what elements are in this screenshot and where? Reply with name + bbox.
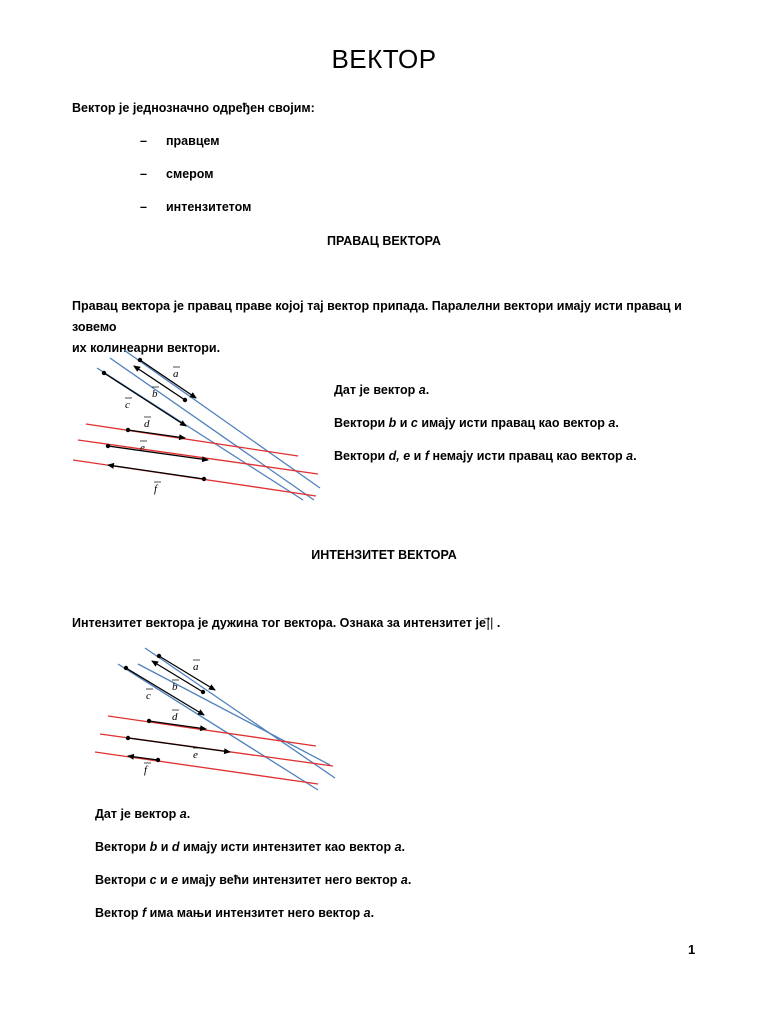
fact-line <box>95 873 411 887</box>
fact-symbol: f <box>424 449 429 463</box>
label-d: d <box>144 418 150 430</box>
fact-text: Вектори <box>334 449 389 463</box>
vector-f <box>108 465 206 495</box>
fact-text: . <box>401 840 405 854</box>
page-title: ВЕКТОР <box>331 44 437 74</box>
fact-symbol: c <box>149 873 157 887</box>
intro-text: Вектор је једнозначно одређен својим: <box>72 101 315 115</box>
fact-line <box>334 449 637 463</box>
fact-text: Дат је вектор <box>95 807 180 821</box>
fact-symbol: c <box>410 416 418 430</box>
fact-symbol: f <box>141 906 147 920</box>
vector-e <box>106 441 208 460</box>
list-item <box>140 200 251 214</box>
list-item <box>140 134 220 148</box>
label-a: a <box>173 368 179 380</box>
fact-text: имају већи интензитет него вектор <box>178 873 401 887</box>
fact-text: имају исти правац као вектор <box>417 416 609 430</box>
fact-symbol: b <box>149 840 158 854</box>
fact-text: . <box>407 873 412 887</box>
label-a: a <box>193 661 199 673</box>
vector-a <box>157 654 215 690</box>
line-b <box>138 664 330 765</box>
magnitude-paragraph <box>72 615 500 630</box>
paragraph-text: Интензитет вектора је дужина тог вектора. Ознака за интензитет је <box>72 616 486 630</box>
magnitude-figure <box>0 640 350 800</box>
fact-text: . <box>633 449 637 463</box>
fact-text: и <box>157 840 172 854</box>
paragraph-line: Правац вектора је правац праве којој тај вектор припада. Паралелни вектори имају исти правац и зовемо <box>72 299 682 334</box>
fact-text: имају исти интензитет као вектор <box>179 840 395 854</box>
section-heading-direction: ПРАВАЦ ВЕКТОРА <box>327 234 441 248</box>
fact-text: . <box>425 383 430 397</box>
fact-line <box>95 906 374 920</box>
list-item-label: смером <box>166 167 214 181</box>
fact-symbol: b <box>388 416 397 430</box>
vector-a <box>138 358 196 398</box>
list-dash: – <box>140 134 147 148</box>
fact-symbol: a <box>179 807 187 821</box>
fact-symbol: a <box>363 906 371 920</box>
line-e <box>78 440 318 474</box>
section-heading-magnitude: ИНТЕНЗИТЕТ ВЕКТОРА <box>311 548 457 562</box>
label-d: d <box>172 711 178 723</box>
fact-text: има мањи интензитет него вектор <box>146 906 364 920</box>
list-item <box>140 167 214 181</box>
fact-text: . <box>186 807 191 821</box>
fact-symbol: а <box>418 383 426 397</box>
line-d <box>108 716 316 746</box>
direction-figure <box>0 340 340 510</box>
label-b: b <box>152 388 158 400</box>
list-item-label: интензитетом <box>166 200 252 214</box>
fact-symbol: d, e <box>388 449 411 463</box>
paragraph-end: . <box>493 616 501 630</box>
fact-text: и <box>156 873 172 887</box>
line-a <box>124 350 320 488</box>
list-dash: – <box>140 167 147 181</box>
label-f: f <box>154 483 158 495</box>
fact-text: . <box>615 416 619 430</box>
fact-text: Вектори <box>95 873 150 887</box>
fact-line <box>334 383 429 397</box>
fact-text: Вектор <box>95 906 142 920</box>
fact-text: . <box>370 906 375 920</box>
fact-symbol: a <box>400 873 408 887</box>
fact-text: Вектори <box>95 840 150 854</box>
fact-symbol: e <box>171 873 179 887</box>
fact-line <box>334 416 619 430</box>
fact-symbol: a <box>394 840 402 854</box>
label-b: b <box>172 681 178 693</box>
line-f <box>95 752 318 784</box>
fact-symbol: a <box>626 449 634 463</box>
label-f: f <box>144 764 148 776</box>
label-e: e <box>140 442 145 454</box>
fact-text: и <box>410 449 425 463</box>
line-b <box>110 358 314 500</box>
fact-text: и <box>396 416 411 430</box>
vector-c <box>124 666 204 715</box>
paragraph-line: их колинеарни вектори. <box>72 341 221 355</box>
label-c: c <box>146 690 151 702</box>
fact-line <box>95 840 405 854</box>
fact-text: немају исти правац као вектор <box>428 449 627 463</box>
list-item-label: правцем <box>166 134 220 148</box>
list-dash: – <box>140 200 147 214</box>
fact-symbol: d <box>171 840 180 854</box>
line-c <box>118 664 318 790</box>
page-number: 1 <box>688 942 696 957</box>
fact-symbol: a <box>608 416 616 430</box>
label-c: c <box>125 399 130 411</box>
label-e: e <box>193 749 198 761</box>
fact-text: Вектори <box>334 416 389 430</box>
fact-text: Дат је вектор <box>334 383 419 397</box>
fact-line <box>95 807 190 821</box>
magnitude-notation: |⃗| <box>485 616 494 630</box>
